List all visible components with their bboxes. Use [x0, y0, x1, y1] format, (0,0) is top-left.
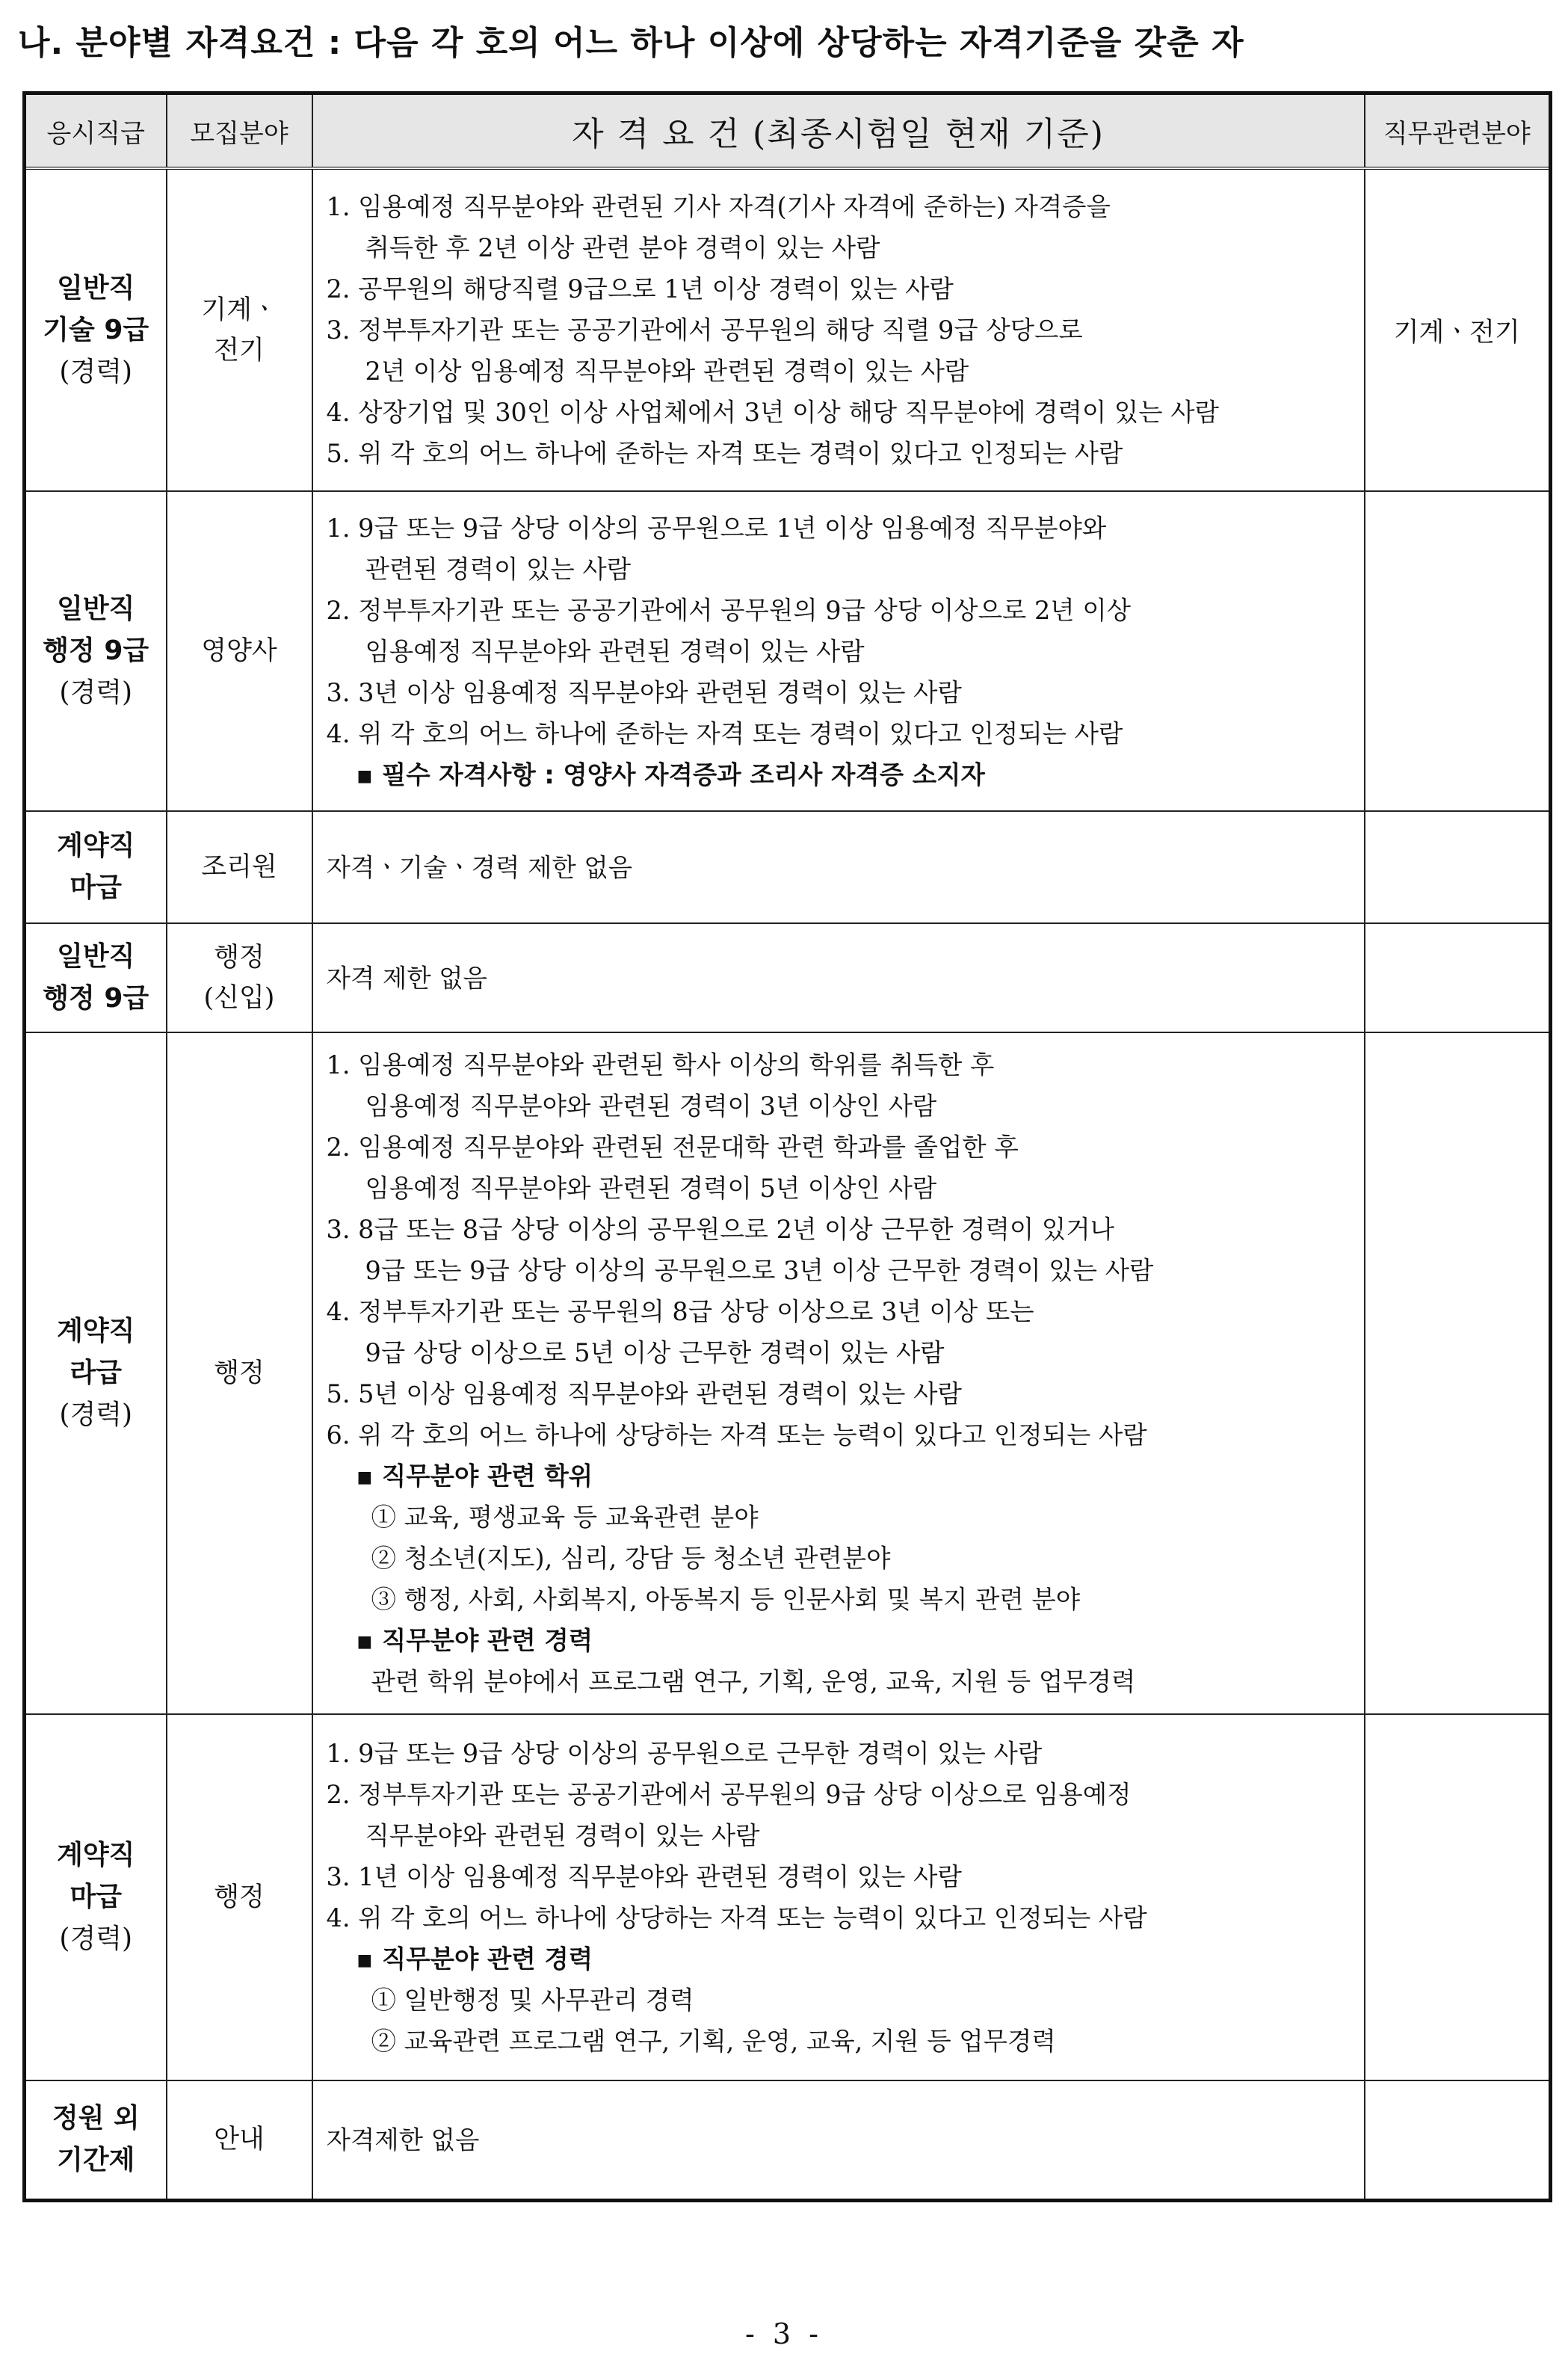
field-text: 행정 [214, 1882, 265, 1912]
requirement-line: 임용예정 직무분야와 관련된 경력이 3년 이상인 사람 [365, 1091, 937, 1121]
grade-text: 일반직 [57, 272, 135, 304]
requirements-cell [312, 1032, 1365, 1714]
requirement-line: 9급 상당 이상으로 5년 이상 근무한 경력이 있는 사람 [365, 1338, 945, 1367]
grade-text: 기술 9급 [43, 314, 149, 345]
requirement-line: 1. 9급 또는 9급 상당 이상의 공무원으로 근무한 경력이 있는 사람 [326, 1739, 1043, 1768]
grade-cell [25, 2080, 167, 2200]
grade-cell [25, 168, 167, 491]
requirement-line: 자격ㆍ기술ㆍ경력 제한 없음 [326, 852, 633, 882]
grade-cell [25, 1714, 167, 2080]
field-cell [167, 1032, 312, 1714]
requirement-line: 4. 위 각 호의 어느 하나에 준하는 자격 또는 경력이 있다고 인정되는 사람 [326, 718, 1123, 748]
requirement-line: ② 청소년(지도), 심리, 강담 등 청소년 관련분야 [371, 1544, 891, 1573]
requirement-note: ▪ 직무분야 관련 경력 [356, 1626, 593, 1655]
requirement-line: 2. 공무원의 해당직렬 9급으로 1년 이상 경력이 있는 사람 [326, 274, 954, 304]
grade-cell [25, 923, 167, 1032]
requirements-cell [312, 168, 1365, 491]
field-text: 전기 [214, 335, 265, 366]
requirement-line: 1. 임용예정 직무분야와 관련된 학사 이상의 학위를 취득한 후 [326, 1050, 995, 1079]
field-text: 행정 [214, 1358, 265, 1388]
grade-text: (경력) [59, 1399, 133, 1430]
requirement-line: 4. 상장기업 및 30인 이상 사업체에서 3년 이상 해당 직무분야에 경력이 있는 사람 [326, 398, 1220, 427]
header-related-field: 직무관련분야 [1365, 93, 1551, 169]
table-row [25, 2080, 1551, 2200]
requirement-line: 직무분야와 관련된 경력이 있는 사람 [365, 1821, 760, 1850]
grade-text: 계약직 [57, 1316, 135, 1346]
field-text: 기계ㆍ [201, 295, 277, 325]
grade-text: 정원 외 [52, 2103, 140, 2134]
field-text: 안내 [214, 2125, 265, 2155]
grade-text: 행정 9급 [43, 983, 149, 1014]
related-field-cell [1365, 1032, 1551, 1714]
requirement-line: ① 교육, 평생교육 등 교육관련 분야 [371, 1503, 759, 1532]
related-field-cell [1365, 1714, 1551, 2080]
related-field-cell [1365, 923, 1551, 1032]
field-cell [167, 168, 312, 491]
requirement-line: 2년 이상 임용예정 직무분야와 관련된 경력이 있는 사람 [365, 357, 969, 386]
requirement-line: 9급 또는 9급 상당 이상의 공무원으로 3년 이상 근무한 경력이 있는 사람 [365, 1256, 1154, 1285]
requirement-line: 4. 정부투자기관 또는 공무원의 8급 상당 이상으로 3년 이상 또는 [326, 1297, 1034, 1326]
grade-text: 마급 [70, 1882, 123, 1912]
requirement-note: ▪ 필수 자격사항 : 영양사 자격증과 조리사 자격증 소지자 [356, 760, 985, 789]
grade-text: (경력) [59, 1923, 133, 1954]
field-cell [167, 2080, 312, 2200]
requirement-line: 2. 정부투자기관 또는 공공기관에서 공무원의 9급 상당 이상으로 2년 이상 [326, 595, 1132, 625]
table-row [25, 491, 1551, 811]
requirement-line: 3. 3년 이상 임용예정 직무분야와 관련된 경력이 있는 사람 [326, 677, 962, 707]
page-number: - 3 - [744, 2317, 823, 2350]
table-row [25, 1714, 1551, 2080]
requirements-cell [312, 1714, 1365, 2080]
requirements-cell [312, 811, 1365, 923]
header-grade: 응시직급 [25, 93, 167, 169]
requirement-line: ② 교육관련 프로그램 연구, 기획, 운영, 교육, 지원 등 업무경력 [371, 2027, 1056, 2056]
field-cell [167, 811, 312, 923]
header-requirements: 자 격 요 건 (최종시험일 현재 기준) [312, 93, 1365, 169]
requirements-cell [312, 2080, 1365, 2200]
requirement-line: 2. 임용예정 직무분야와 관련된 전문대학 관련 학과를 졸업한 후 [326, 1133, 1019, 1162]
requirement-line: 자격 제한 없음 [326, 963, 487, 993]
requirement-line: 관련된 경력이 있는 사람 [365, 554, 632, 584]
grade-text: 기간제 [57, 2145, 135, 2176]
grade-text: 라급 [70, 1358, 123, 1388]
requirement-line: 임용예정 직무분야와 관련된 경력이 있는 사람 [365, 636, 865, 666]
requirement-note: ▪ 직무분야 관련 학위 [356, 1461, 593, 1491]
header-field: 모집분야 [167, 93, 312, 169]
requirement-line: 1. 임용예정 직무분야와 관련된 기사 자격(기사 자격에 준하는) 자격증을 [326, 192, 1111, 221]
related-field-cell: 기계ㆍ전기 [1365, 168, 1551, 491]
requirement-line: 3. 8급 또는 8급 상당 이상의 공무원으로 2년 이상 근무한 경력이 있거나 [326, 1215, 1114, 1244]
grade-text: 마급 [70, 872, 123, 903]
field-text: 영양사 [201, 636, 277, 666]
requirements-cell [312, 491, 1365, 811]
requirement-line: 1. 9급 또는 9급 상당 이상의 공무원으로 1년 이상 임용예정 직무분야와 [326, 513, 1107, 543]
field-text: 조리원 [201, 852, 277, 882]
related-field-cell [1365, 811, 1551, 923]
requirement-line: 5. 5년 이상 임용예정 직무분야와 관련된 경력이 있는 사람 [326, 1379, 962, 1408]
table-row [25, 811, 1551, 923]
requirement-line: 취득한 후 2년 이상 관련 분야 경력이 있는 사람 [365, 233, 880, 262]
grade-text: 계약직 [57, 831, 135, 861]
requirement-line: 2. 정부투자기관 또는 공공기관에서 공무원의 9급 상당 이상으로 임용예정 [326, 1780, 1132, 1809]
related-field-cell [1365, 491, 1551, 811]
grade-cell [25, 811, 167, 923]
requirement-line: 자격제한 없음 [326, 2125, 480, 2154]
requirement-line: 5. 위 각 호의 어느 하나에 준하는 자격 또는 경력이 있다고 인정되는 사람 [326, 439, 1123, 468]
grade-text: 계약직 [57, 1840, 135, 1870]
table-row [25, 168, 1551, 491]
requirement-line: 관련 학위 분야에서 프로그램 연구, 기획, 운영, 교육, 지원 등 업무경력 [371, 1667, 1136, 1696]
grade-text: (경력) [59, 677, 133, 708]
requirement-line: 3. 1년 이상 임용예정 직무분야와 관련된 경력이 있는 사람 [326, 1862, 962, 1891]
requirement-line: 3. 정부투자기관 또는 공공기관에서 공무원의 해당 직렬 9급 상당으로 [326, 315, 1083, 345]
field-cell [167, 923, 312, 1032]
grade-text: 일반직 [57, 941, 135, 972]
grade-cell [25, 491, 167, 811]
requirement-line: ③ 행정, 사회, 사회복지, 아동복지 등 인문사회 및 복지 관련 분야 [371, 1585, 1081, 1614]
field-text: (신입) [203, 983, 275, 1013]
requirement-line: 6. 위 각 호의 어느 하나에 상당하는 자격 또는 능력이 있다고 인정되는 사람 [326, 1420, 1147, 1450]
table-header-row [25, 93, 1551, 169]
requirements-cell [312, 923, 1365, 1032]
requirement-note: ▪ 직무분야 관련 경력 [356, 1944, 593, 1974]
requirement-line: ① 일반행정 및 사무관리 경력 [371, 1986, 694, 2015]
grade-cell [25, 1032, 167, 1714]
related-field-cell [1365, 2080, 1551, 2200]
grade-text: 일반직 [57, 594, 135, 624]
grade-text: (경력) [59, 356, 133, 387]
table-row [25, 923, 1551, 1032]
field-text: 행정 [214, 943, 265, 973]
qualification-table [22, 91, 1552, 2202]
field-cell [167, 491, 312, 811]
section-title: 나. 분야별 자격요건 : 다음 각 호의 어느 하나 이상에 상당하는 자격기준을 갖춘 자 [18, 24, 1244, 62]
requirement-line: 4. 위 각 호의 어느 하나에 상당하는 자격 또는 능력이 있다고 인정되는 사람 [326, 1903, 1147, 1932]
grade-text: 행정 9급 [43, 635, 149, 666]
table-row [25, 1032, 1551, 1714]
requirement-line: 임용예정 직무분야와 관련된 경력이 5년 이상인 사람 [365, 1174, 937, 1203]
field-cell [167, 1714, 312, 2080]
